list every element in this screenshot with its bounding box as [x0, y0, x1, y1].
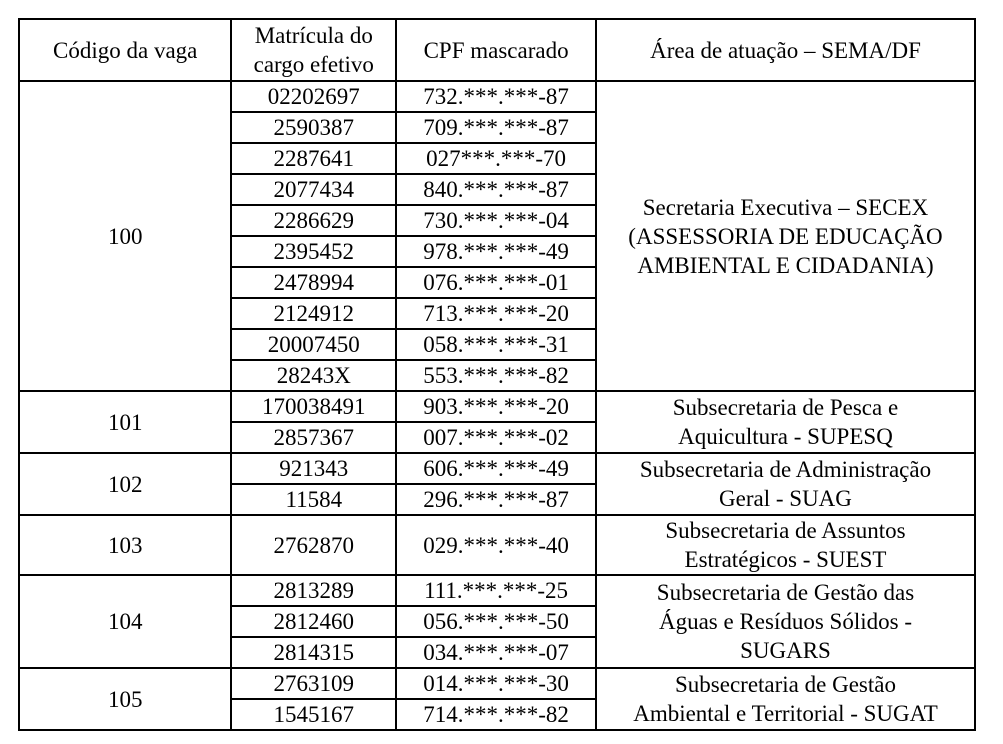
registration-cell: 1545167 [231, 699, 396, 730]
cpf-cell: 296.***.***-87 [396, 484, 596, 515]
area-cell: Subsecretaria de Administração Geral - SUAG [596, 453, 975, 515]
registration-cell: 20007450 [231, 329, 396, 360]
header-cpf: CPF mascarado [396, 19, 596, 81]
registration-cell: 2395452 [231, 236, 396, 267]
table-row [19, 81, 975, 112]
registration-cell: 2813289 [231, 575, 396, 606]
vacancy-code-cell: 105 [19, 668, 231, 730]
cpf-cell: 029.***.***-40 [396, 515, 596, 575]
table-row [19, 515, 975, 575]
vacancy-code-cell: 104 [19, 575, 231, 668]
area-cell: Secretaria Executiva – SECEX (ASSESSORIA DE EDUCAÇÃO AMBIENTAL E CIDADANIA) [596, 81, 975, 391]
registration-cell: 2287641 [231, 143, 396, 174]
vacancy-code-cell: 101 [19, 391, 231, 453]
cpf-cell: 840.***.***-87 [396, 174, 596, 205]
registration-cell: 2478994 [231, 267, 396, 298]
cpf-cell: 076.***.***-01 [396, 267, 596, 298]
registration-cell: 921343 [231, 453, 396, 484]
area-cell: Subsecretaria de Assuntos Estratégicos - SUEST [596, 515, 975, 575]
table-row [19, 453, 975, 484]
cpf-cell: 709.***.***-87 [396, 112, 596, 143]
table-row [19, 391, 975, 422]
cpf-cell: 111.***.***-25 [396, 575, 596, 606]
cpf-cell: 014.***.***-30 [396, 668, 596, 699]
header-area: Área de atuação – SEMA/DF [596, 19, 975, 81]
header-registration: Matrícula do cargo efetivo [231, 19, 396, 81]
header-code: Código da vaga [19, 19, 231, 81]
table-row [19, 575, 975, 606]
cpf-cell: 732.***.***-87 [396, 81, 596, 112]
registration-cell: 2590387 [231, 112, 396, 143]
table-body [19, 81, 975, 730]
cpf-cell: 007.***.***-02 [396, 422, 596, 453]
cpf-cell: 713.***.***-20 [396, 298, 596, 329]
registration-cell: 170038491 [231, 391, 396, 422]
cpf-cell: 978.***.***-49 [396, 236, 596, 267]
cpf-cell: 730.***.***-04 [396, 205, 596, 236]
area-cell: Subsecretaria de Gestão das Águas e Resíduos Sólidos - SUGARS [596, 575, 975, 668]
registration-cell: 2857367 [231, 422, 396, 453]
registration-cell: 2124912 [231, 298, 396, 329]
cpf-cell: 027***.***-70 [396, 143, 596, 174]
area-cell: Subsecretaria de Gestão Ambiental e Territorial - SUGAT [596, 668, 975, 730]
cpf-cell: 714.***.***-82 [396, 699, 596, 730]
area-cell: Subsecretaria de Pesca e Aquicultura - SUPESQ [596, 391, 975, 453]
table-row [19, 668, 975, 699]
registration-cell: 11584 [231, 484, 396, 515]
cpf-cell: 058.***.***-31 [396, 329, 596, 360]
vacancy-code-cell: 103 [19, 515, 231, 575]
vacancy-table [18, 18, 976, 731]
cpf-cell: 606.***.***-49 [396, 453, 596, 484]
header-row [19, 19, 975, 81]
registration-cell: 28243X [231, 360, 396, 391]
registration-cell: 02202697 [231, 81, 396, 112]
cpf-cell: 903.***.***-20 [396, 391, 596, 422]
registration-cell: 2077434 [231, 174, 396, 205]
cpf-cell: 553.***.***-82 [396, 360, 596, 391]
registration-cell: 2762870 [231, 515, 396, 575]
registration-cell: 2763109 [231, 668, 396, 699]
registration-cell: 2286629 [231, 205, 396, 236]
registration-cell: 2814315 [231, 637, 396, 668]
vacancy-code-cell: 102 [19, 453, 231, 515]
registration-cell: 2812460 [231, 606, 396, 637]
vacancy-code-cell: 100 [19, 81, 231, 391]
cpf-cell: 034.***.***-07 [396, 637, 596, 668]
cpf-cell: 056.***.***-50 [396, 606, 596, 637]
